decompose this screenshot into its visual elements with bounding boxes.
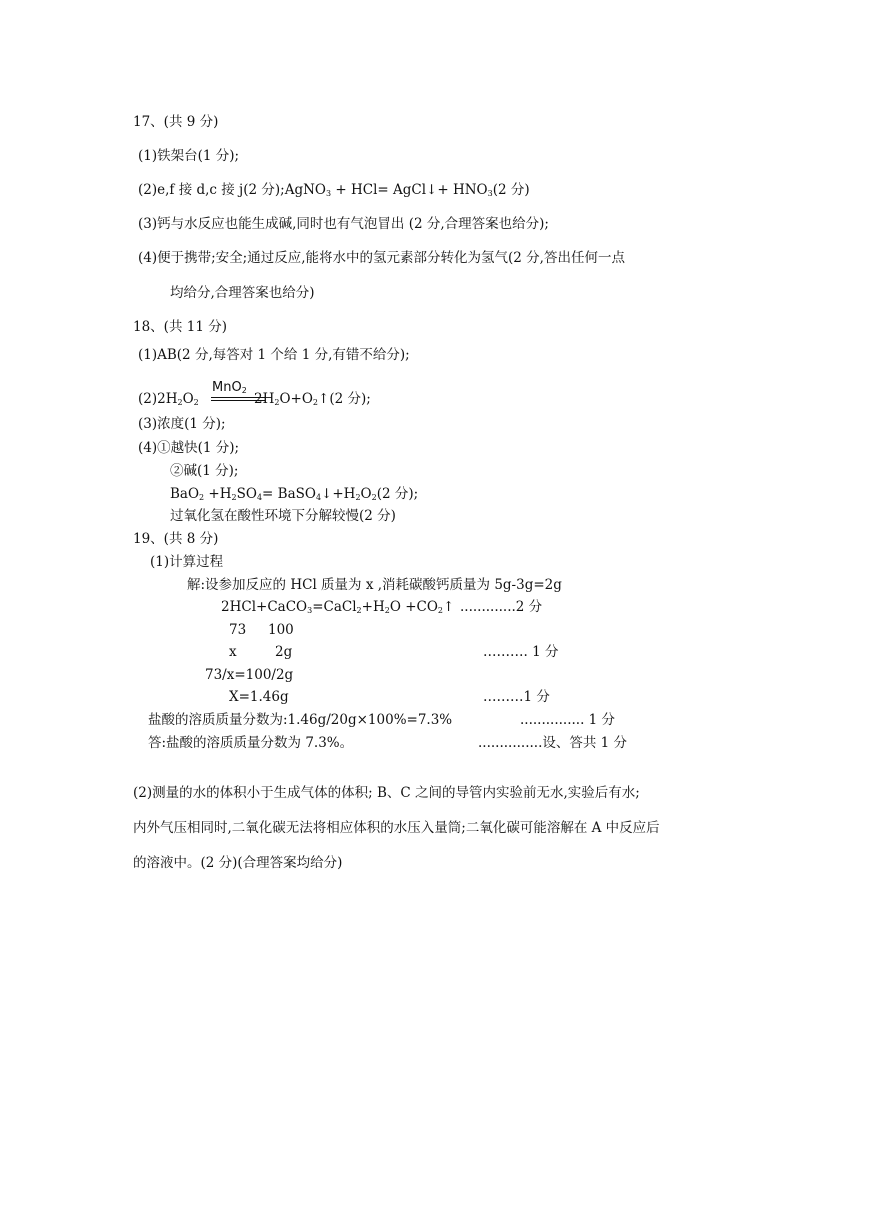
catalyst-label: MnO$_2$ xyxy=(212,380,247,395)
q19-equation-score: .............2 分 xyxy=(460,599,543,615)
q19-answer-score: ...............设、答共 1 分 xyxy=(478,735,628,751)
q18-header: 18、(共 11 分) xyxy=(133,319,227,335)
q18-part2-right: $2H_2O+O_2↑(2$ 分); xyxy=(254,391,371,407)
q18-part4-d: 过氧化氢在酸性环境下分解较慢(2 分) xyxy=(170,508,396,524)
q18-part4-b: ②碱(1 分); xyxy=(170,463,239,479)
q19-result-score: ………1 分 xyxy=(483,689,550,705)
q19-fraction: 盐酸的溶质质量分数为:1.46g/20g×100%=7.3% xyxy=(148,712,453,728)
q18-part3: (3)浓度(1 分); xyxy=(138,416,226,432)
q17-part2: (2)e,f 接 d,c 接 j(2 分);AgNO$_3$ + HCl= AgCl↓+ $HNO_3(2$ 分) xyxy=(138,182,530,198)
q19-answer: 答:盐酸的溶质质量分数为 7.3%。 xyxy=(148,735,354,751)
q17-header: 17、(共 9 分) xyxy=(133,114,219,130)
q19-var-x: x xyxy=(229,644,237,660)
q18-part2-left: $(2)2H_2O_2$ xyxy=(138,391,199,407)
q19-mass-73: 73 xyxy=(229,622,247,638)
q17-part3: (3)钙与水反应也能生成碱,同时也有气泡冒出 (2 分,合理答案也给分); xyxy=(138,216,549,232)
q18-part4: (4)①越快(1 分); xyxy=(138,440,240,456)
q19-equation: $2HCl+CaCO_3=CaCl_2+H_2O$ $+CO_2↑$ xyxy=(221,599,455,615)
q19-solve: 解:设参加反应的 HCl 质量为 x ,消耗碳酸钙质量为 5g-3g=2g xyxy=(187,577,562,593)
q17-part1: (1)铁架台(1 分); xyxy=(138,148,240,164)
q19-calc-title: (1)计算过程 xyxy=(150,554,224,570)
q19-part2-line2: 内外气压相同时,二氧化碳无法将相应体积的水压入量筒;二氧化碳可能溶解在 A 中反应后 xyxy=(133,820,660,836)
q19-mass-100: 100 xyxy=(268,622,294,638)
q19-var-2g: 2g xyxy=(275,644,293,660)
q19-part2-line1: (2)测量的水的体积小于生成气体的体积; B、C 之间的导管内实验前无水,实验后有水; xyxy=(133,785,640,801)
q17-part4-line1: (4)便于携带;安全;通过反应,能将水中的氢元素部分转化为氢气(2 分,答出任何一点 xyxy=(138,250,625,266)
q19-header: 19、(共 8 分) xyxy=(133,531,219,547)
q19-part2-line3: 的溶液中。(2 分)(合理答案均给分) xyxy=(133,855,343,871)
q17-part4-line2: 均给分,合理答案也给分) xyxy=(170,285,315,301)
q18-part4-equation: $BaO_2 +H_2SO_4=$ $BaSO_4↓+H_2O_2(2$ 分); xyxy=(170,486,419,502)
q19-result: X=1.46g xyxy=(229,689,289,705)
q19-var-score: ………. 1 分 xyxy=(483,644,559,660)
q18-part1: (1)AB(2 分,每答对 1 个给 1 分,有错不给分); xyxy=(138,347,410,363)
q19-ratio: 73/x=100/2g xyxy=(205,667,294,683)
q19-fraction-score: ............... 1 分 xyxy=(520,712,616,728)
